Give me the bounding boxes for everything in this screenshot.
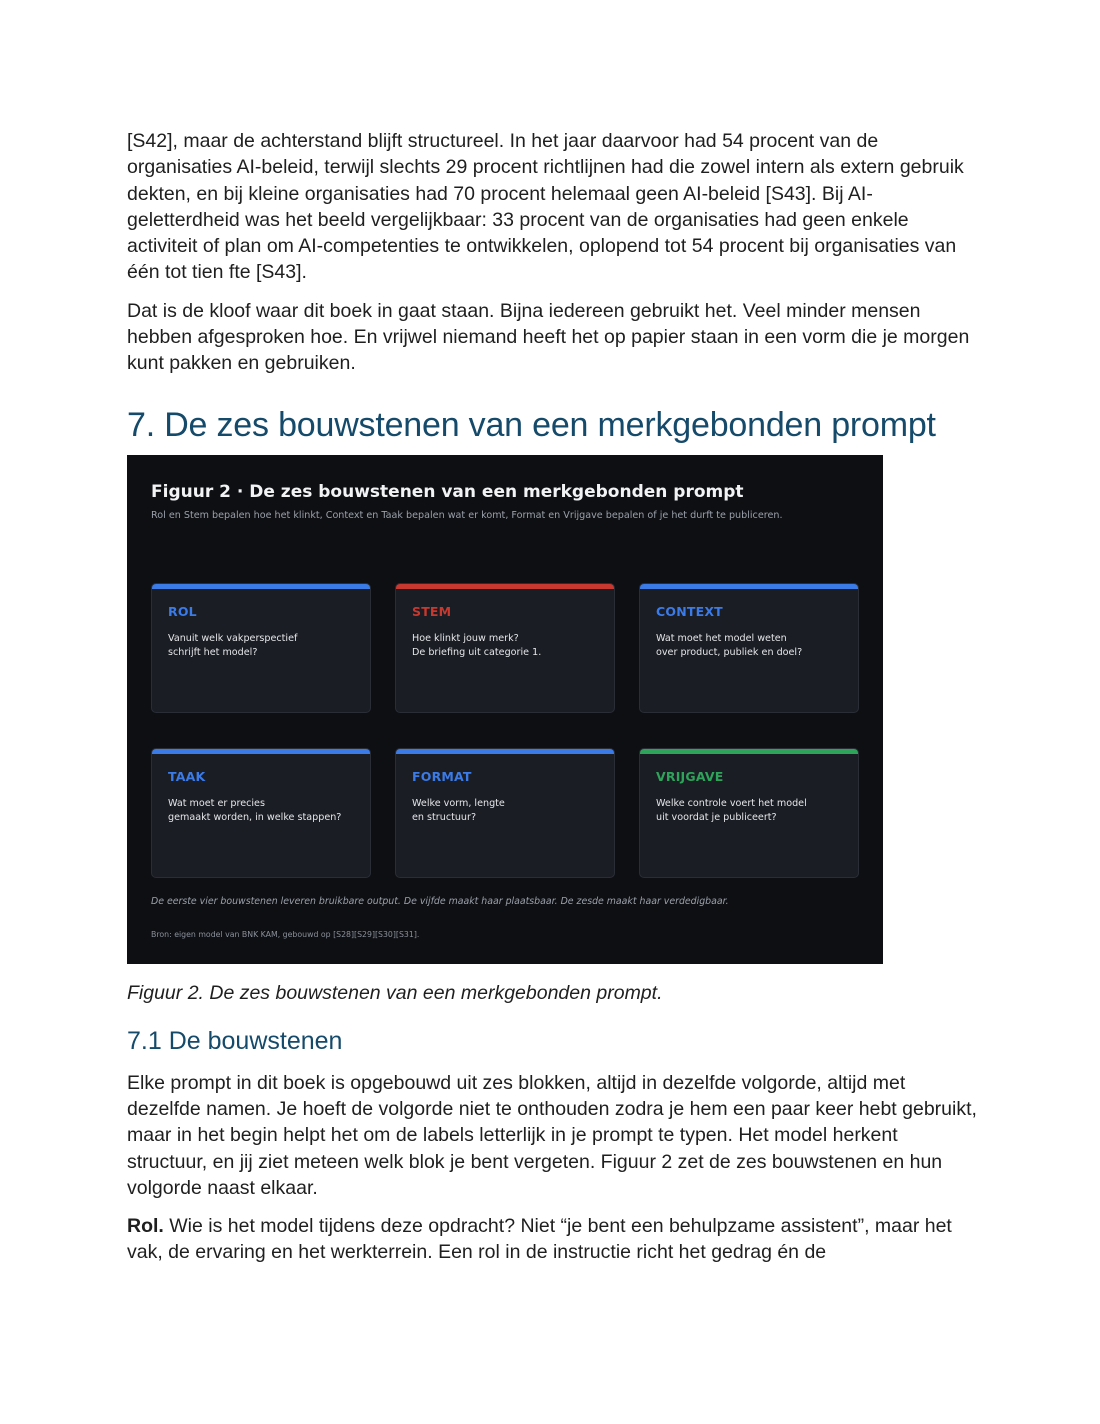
- subsection-heading: 7.1 De bouwstenen: [127, 1026, 343, 1055]
- card-text: Hoe klinkt jouw merk? De briefing uit categorie 1.: [412, 632, 542, 658]
- card-accent-bar: [152, 749, 370, 754]
- subsection-paragraph-1: Elke prompt in dit boek is opgebouwd uit zes blokken, altijd in dezelfde volgorde, altijd met dezelfde namen. Je hoeft de volgorde niet te onthouden zodra je hem een paar keer hebt gebruikt, maar in het begin helpt het om de labels letterlijk in je prompt te typen. Het model herkent structuur, en jij ziet meteen welk blok je bent vergeten. Figuur 2 zet de zes bouwstenen en hun volgorde naast elkaar.: [127, 1071, 977, 1199]
- card-accent-bar: [396, 584, 614, 589]
- card-text: Welke controle voert het model uit voordat je publiceert?: [656, 797, 807, 823]
- section-heading: 7. De zes bouwstenen van een merkgebonden prompt: [127, 405, 936, 444]
- rol-text: Wie is het model tijdens deze opdracht? Niet “je bent een behulpzame assistent”, maar het vak, de ervaring en het werkterrein. Een rol in de instructie richt het gedrag én de: [127, 1215, 952, 1264]
- card-accent-bar: [152, 584, 370, 589]
- block-card-vrijgave: [639, 748, 859, 878]
- card-text: Wat moet er precies gemaakt worden, in welke stappen?: [168, 797, 342, 823]
- card-text: Wat moet het model weten over product, publiek en doel?: [656, 632, 803, 658]
- figure-title: Figuur 2 · De zes bouwstenen van een merkgebonden prompt: [151, 481, 744, 502]
- card-accent-bar: [396, 749, 614, 754]
- card-title: CONTEXT: [656, 603, 723, 619]
- block-card-stem: [395, 583, 615, 713]
- intro-paragraph-1: [S42], maar de achterstand blijft structureel. In het jaar daarvoor had 54 procent van de organisaties AI-beleid, terwijl slechts 29 procent richtlijnen had die zowel intern als extern gebruik dekten, en bij kleine organisaties had 70 procent helemaal geen AI-beleid [S43]. Bij AI-geletterdheid was het beeld vergelijkbaar: 33 procent van de organisaties had geen enkele activiteit of plan om AI-competenties te ontwikkelen, oplopend tot 54 procent bij organisaties van één tot tien fte [S43].: [127, 130, 964, 284]
- block-card-taak: [151, 748, 371, 878]
- figure-note: De eerste vier bouwstenen leveren bruikbare output. De vijfde maakt haar plaatsbaar. De zesde maakt haar verdedigbaar.: [151, 895, 729, 907]
- figure-caption: Figuur 2. De zes bouwstenen van een merkgebonden prompt.: [127, 981, 663, 1004]
- card-title: ROL: [168, 603, 197, 619]
- block-card-rol: [151, 583, 371, 713]
- card-text: Vanuit welk vakperspectief schrijft het model?: [168, 632, 298, 658]
- card-title: TAAK: [168, 768, 206, 784]
- card-accent-bar: [640, 584, 858, 589]
- intro-paragraph-2: Dat is de kloof waar dit boek in gaat staan. Bijna iedereen gebruikt het. Veel minder mensen hebben afgesproken hoe. En vrijwel niemand heeft het op papier staan in een vorm die je morgen kunt pakken en gebruiken.: [127, 299, 970, 375]
- document-page: [127, 128, 977, 1278]
- figure-building-blocks: [127, 455, 883, 964]
- card-text: Welke vorm, lengte en structuur?: [412, 797, 505, 823]
- figure-subtitle: Rol en Stem bepalen hoe het klinkt, Context en Taak bepalen wat er komt, Format en Vrijgave bepalen of je het durft te publiceren.: [151, 509, 783, 521]
- rol-label: Rol.: [127, 1215, 164, 1238]
- block-card-context: [639, 583, 859, 713]
- card-title: STEM: [412, 603, 452, 619]
- rol-paragraph: [127, 1213, 977, 1266]
- blocks-grid: [151, 583, 859, 878]
- figure-source: Bron: eigen model van BNK KAM, gebouwd op [S28][S29][S30][S31].: [151, 929, 420, 939]
- card-title: FORMAT: [412, 768, 472, 784]
- card-accent-bar: [640, 749, 858, 754]
- block-card-format: [395, 748, 615, 878]
- card-title: VRIJGAVE: [656, 768, 724, 784]
